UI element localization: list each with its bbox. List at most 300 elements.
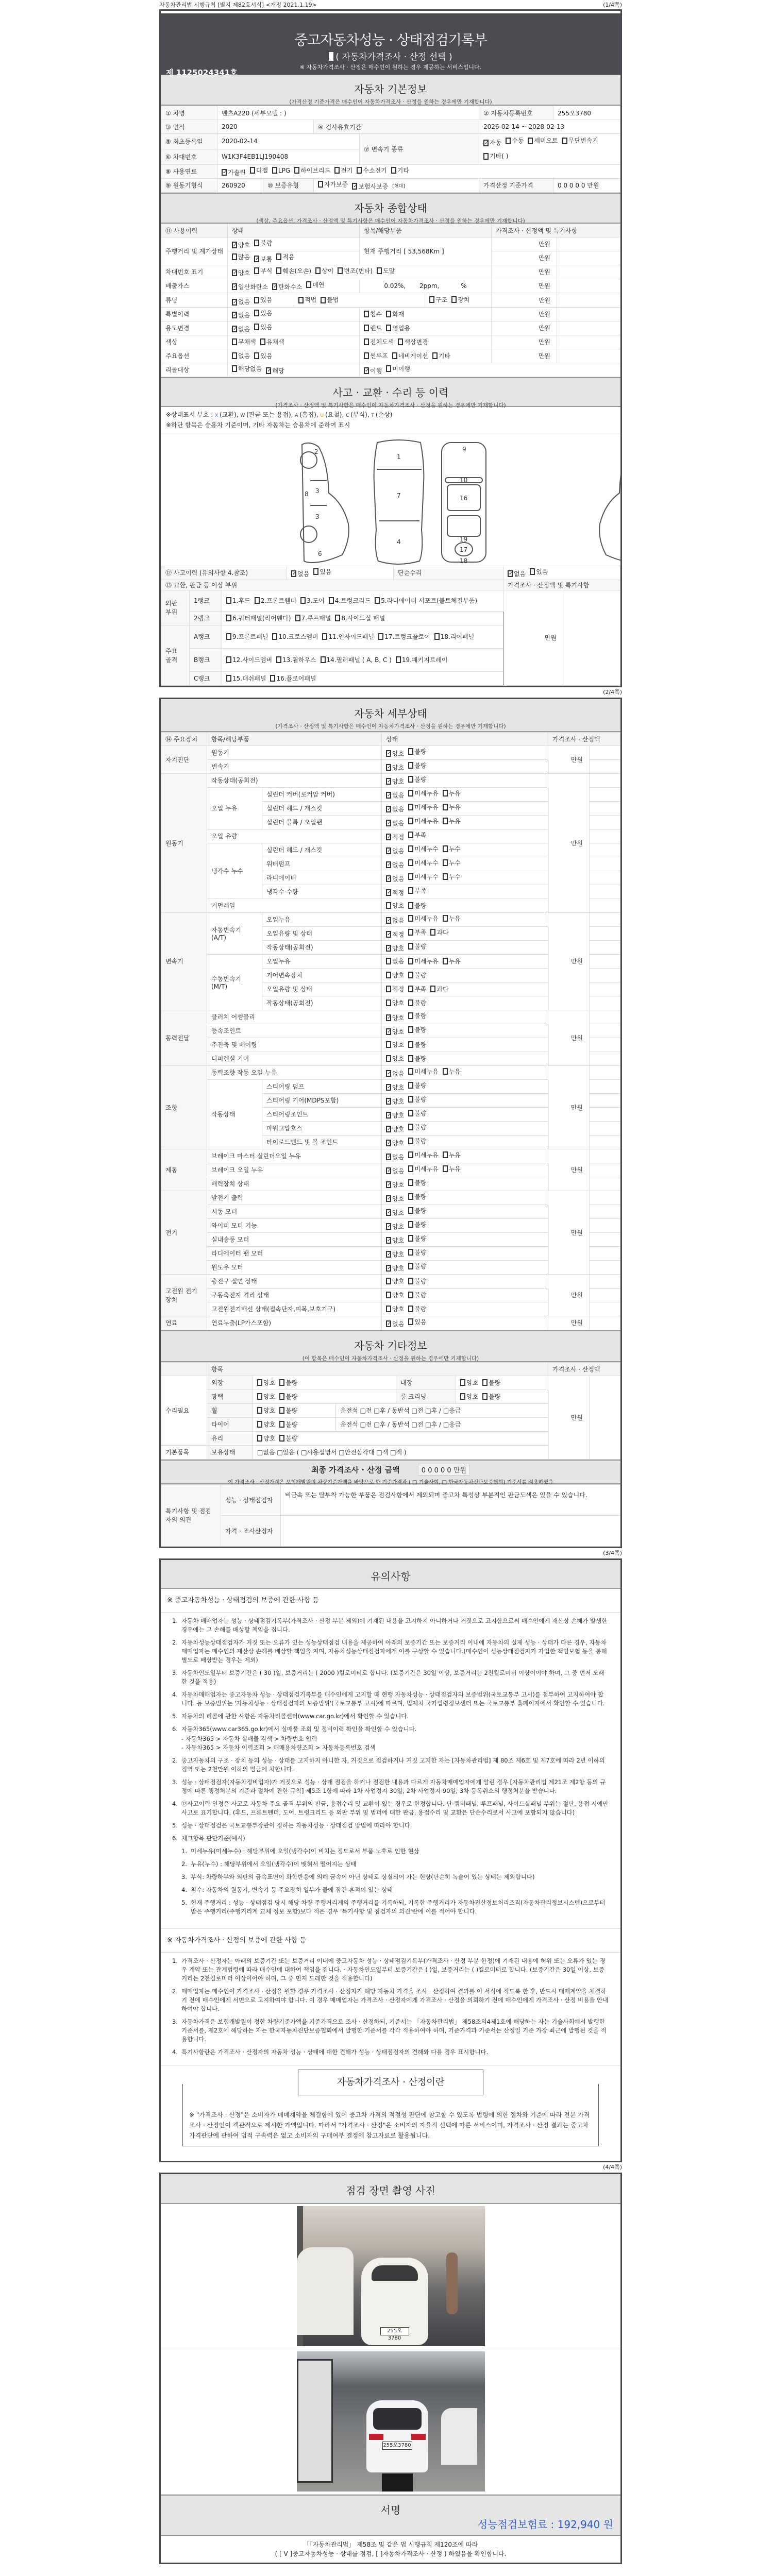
checked-box-icon: ✓ (509, 571, 513, 577)
empty-box-icon (443, 873, 448, 880)
right-side-view (599, 443, 620, 562)
status-checks (382, 885, 548, 899)
checked-box-icon: ✓ (484, 140, 489, 146)
checkbox-option: 미세누수 (408, 872, 438, 881)
possession-checks: □없음 □있음 ( □사용설명서 □안전삼각대 □잭 □잭 ) (253, 1445, 548, 1459)
checked-box-icon: ✓ (387, 834, 392, 840)
list-item: 6. 자동차365(www.car365.go.kr)에서 실매물 조회 및 정비이력 확인을 확인할 수 있습니다. (172, 1725, 417, 1733)
empty-box-icon (408, 1235, 413, 1242)
label: 색상 (161, 335, 228, 349)
checkbox-option: ✓ 양호 (387, 1084, 405, 1091)
checkbox-option: 수소전기 (357, 166, 386, 175)
price-cell (590, 759, 620, 773)
status-checks (382, 1135, 548, 1149)
empty-box-icon (232, 253, 237, 260)
label: 주요옵션 (161, 349, 228, 363)
empty-box-icon (254, 352, 259, 359)
item-label: 오일누유 (262, 954, 382, 968)
empty-box-icon (443, 1068, 448, 1075)
price-cell (590, 996, 620, 1010)
checkbox-option: 17.트렁크플로어 (378, 632, 430, 641)
price-unit: 만원 (548, 912, 590, 1010)
checkbox-option: 미세누유 (408, 817, 438, 825)
empty-box-icon (408, 1096, 413, 1103)
checkbox-option: 미세누유 (408, 789, 438, 798)
item-label: 실린더 커버(로커암 커버) (262, 787, 382, 801)
label: ⑧ 사용연료 (161, 164, 217, 178)
empty-box-icon (386, 958, 391, 964)
first-registration: 2020-02-14 (217, 134, 360, 149)
fuel-checks (217, 164, 620, 178)
empty-box-icon (364, 311, 369, 317)
empty-box-icon (226, 675, 231, 682)
label: 가격 · 조사산정자 (221, 1515, 281, 1546)
checked-box-icon: ✓ (387, 765, 392, 770)
insurance-fee: 성능점검보험료 : 192,940 원 (477, 2518, 613, 2531)
checkbox-option: 불량 (408, 971, 426, 979)
status-checks (382, 745, 548, 759)
checked-box-icon: ✓ (233, 270, 238, 276)
subgroup-label: 냉각수 누수 (207, 843, 262, 899)
special-detail-checks (360, 307, 492, 321)
checked-box-icon: ✓ (387, 876, 392, 882)
checkbox-option: 불량 (408, 1025, 426, 1034)
checkbox-option: ✓ 이행 (365, 367, 382, 375)
rank-items (222, 671, 503, 685)
status-checks (382, 926, 548, 940)
status-checks (382, 1232, 548, 1246)
list-item: 5. 현재 주행거리 : 성능 · 상태점검 당시 해당 차량 주행거리계의 주행거리를 기록하되, 기록한 주행거리가 자동차전산정보처리조직(자동차관리정보시스템)으로부터 받은 주행거리(주행거리계 교체 정보 포함)보다 적은 경우 '특기사항 및 점검자의 의견'란에 이를 적어야 합니다. (181, 1899, 606, 1915)
subgroup-label: 오일 누유 (207, 787, 262, 829)
diagram-label: 17 (460, 546, 468, 553)
label: ② 자동차등록번호 (479, 106, 553, 120)
item-label: 라디에이터 팬 모터 (207, 1246, 382, 1260)
checkbox-option: ✓ 양호 (387, 1251, 405, 1258)
empty-box-icon (375, 597, 380, 604)
checkbox-option: ✓ 양호 (233, 242, 250, 249)
column-header: 항목 (207, 1362, 548, 1376)
price-cell (590, 1260, 620, 1274)
diagram-label: 2 (314, 448, 318, 455)
item-label: 실린더 헤드 / 개스킷 (262, 843, 382, 857)
price-cell (590, 982, 620, 996)
price-cell (590, 1024, 620, 1038)
price-unit: 만원 (492, 349, 557, 363)
price-cell (590, 885, 620, 899)
appraiser-opinion (281, 1515, 620, 1546)
legend-note: ※하단 항목은 승용차 기준이며, 기타 자동차는 승용차에 준하여 표시 (166, 421, 350, 429)
empty-box-icon (408, 999, 413, 1006)
checkbox-option: 미세누유 (408, 914, 438, 923)
empty-box-icon (443, 859, 448, 866)
label: 차대번호 표기 (161, 265, 228, 279)
special-checks (228, 307, 360, 321)
document-title: 중고자동차성능 · 상태점검기록부 (294, 32, 487, 48)
checkbox-option: 불량 (408, 1095, 426, 1104)
warranty-checks (314, 178, 479, 192)
checkbox-option: 많음 (232, 252, 250, 261)
checkbox-option: 기타 (391, 166, 409, 175)
price-cell (590, 968, 620, 982)
price-cell (590, 912, 620, 926)
notes-heading: ※ 자동차가격조사 · 산정의 보증에 관한 사항 등 (161, 1928, 620, 1953)
checkbox-option: 색상변경 (398, 337, 428, 346)
item-label: 오일누유 (262, 912, 382, 926)
checkbox-option: 전기 (334, 166, 352, 175)
car-diagram (161, 433, 620, 566)
price-cell (590, 1232, 620, 1246)
label: ① 차명 (161, 106, 217, 120)
subgroup-label: 자동변속기 (A/T) (207, 912, 262, 954)
recall-checks (228, 363, 360, 377)
empty-box-icon (398, 338, 403, 345)
empty-box-icon (482, 1393, 488, 1400)
item-label: 와이퍼 모터 기능 (207, 1218, 382, 1232)
table-row (161, 1065, 620, 1079)
item-label: 배력장치 상태 (207, 1177, 382, 1191)
page-3 (159, 1558, 622, 2162)
price-unit: 만원 (492, 251, 557, 265)
exterior-checks (253, 1376, 396, 1389)
checked-box-icon: ✓ (233, 326, 238, 332)
empty-box-icon (443, 790, 448, 796)
list-item: 3. 부식: 차량하부와 외판의 금속표면이 화학반응에 의해 금속이 아닌 상태로 상실되어 가는 현상(단순히 녹슬어 있는 상태는 제외합니다) (181, 1873, 535, 1880)
item-label: 동력조향 작동 오일 누유 (207, 1065, 382, 1079)
checkbox-option: 불량 (408, 1040, 426, 1049)
checkbox-option: ✓ 없음 (387, 806, 405, 813)
price-cell (590, 843, 620, 857)
empty-box-icon (408, 1026, 413, 1033)
empty-box-icon (318, 181, 323, 188)
checkbox-option: 18.리어패널 (434, 632, 474, 641)
empty-box-icon (226, 615, 231, 621)
group-label: 자기진단 (161, 745, 207, 773)
column-header: 가격조사 · 산정액 및 특기사항 (503, 580, 620, 590)
checked-box-icon: ✓ (233, 299, 238, 305)
empty-box-icon (408, 1318, 413, 1325)
price-cell (590, 1163, 620, 1177)
checkbox-option: 미세누유 (408, 1150, 438, 1159)
legend-text: (교환), (220, 411, 241, 418)
car-name: 벤츠A220 (세부모델 : ) (217, 106, 479, 120)
checked-box-icon: ✓ (273, 284, 278, 290)
checkbox-option: 미세누수 (408, 858, 438, 867)
empty-box-icon (386, 999, 391, 1006)
label: 배출가스 (161, 279, 228, 293)
list-item: 2. 누유(누수) : 해당부위에서 오일(냉각수)이 맺혀서 떨어지는 상태 (181, 1860, 357, 1868)
car365-steps (172, 1735, 609, 1752)
diagram-label: 16 (460, 494, 468, 502)
interior-checks (456, 1376, 548, 1389)
label: ⑦ 변속기 종류 (360, 134, 479, 165)
column-header: 가격조사 · 산정액 및 특기사항 (492, 224, 620, 237)
empty-box-icon (226, 633, 231, 640)
section-title: 자동차 종합상태 (354, 201, 427, 214)
checkbox-option: 불량 (279, 1434, 297, 1443)
price-cell (590, 1205, 620, 1218)
document-number: 제 1125024341호 (166, 68, 238, 77)
checkbox-option: 양호 (257, 1406, 275, 1415)
photos-page (159, 2173, 622, 2564)
checkbox-option: 누유 (443, 1150, 461, 1159)
item-label: 발전기 출력 (207, 1191, 382, 1205)
price-unit: 만원 (548, 1010, 590, 1065)
item-label: 오일유량 및 상태 (262, 926, 382, 940)
checked-box-icon: ✓ (267, 368, 272, 374)
list-item: 2. 자동차성능상태점검자가 거짓 또는 오류가 있는 성능상태점검 내용을 제공하여 아래의 보증기간 또는 보증거리 이내에 자동차의 실제 성능 · 상태가 다른 경우, 자동차매매업자는 매수인의 재산상 손해를 배상할 책임을 지며, 자동차성능상태점검자에게 이를 구상할 수 있습니다.(매수인이 성능상태점검자가 가입한 책임보험 등을 통해 별도로 배상받는 경우는 제외) (172, 1638, 607, 1664)
status-checks (382, 912, 548, 926)
checkbox-option: 15.대쉬패널 (226, 674, 266, 683)
legend-text: (요철), (325, 411, 346, 418)
empty-box-icon (386, 1306, 391, 1312)
legend-code: X (215, 413, 220, 418)
status-checks (382, 1052, 548, 1065)
table-row (161, 1010, 620, 1024)
list-item: 3. 자동차인도일부터 보증기간은 ( 30 )일, 보증거리는 ( 2000 )킬로미터로 합니다. (보증기간은 30일 이상, 보증거리는 2천킬로미터 이상이어야 하며, 그 중 먼저 도래한 것을 적용) (172, 1669, 604, 1685)
checkbox-option: 불량 (408, 775, 426, 784)
rank-label: C랭크 (190, 671, 222, 685)
checkbox-option: 양호 (386, 901, 404, 910)
empty-box-icon (232, 338, 237, 345)
group-label: 조향 (161, 1065, 207, 1149)
checkbox-option: 불량 (408, 1011, 426, 1020)
checkbox-option: 불량 (408, 1192, 426, 1201)
label: 수리필요 (161, 1376, 207, 1445)
checkbox-option: 영업용 (386, 324, 410, 332)
diagram-label: 3 (315, 487, 320, 495)
item-label: 커먼레일 (207, 899, 382, 912)
checkbox-option: ✓ 양호 (387, 1112, 405, 1119)
empty-box-icon (408, 748, 413, 755)
empty-box-icon (334, 167, 340, 174)
checkbox-option: 미이행 (386, 364, 410, 373)
price-cell (590, 1052, 620, 1065)
empty-box-icon (408, 929, 413, 936)
mileage-level (228, 251, 360, 265)
empty-box-icon (321, 656, 326, 663)
checkbox-option: ✓ 적정 (387, 834, 405, 841)
checkbox-option: ✓ 없음 (233, 298, 250, 306)
checkbox-option: 불량 (408, 1178, 426, 1187)
checkbox-option: ✓ 없음 (387, 792, 405, 799)
price-unit: 만원 (548, 1065, 590, 1149)
status-checks (382, 1288, 548, 1302)
status-checks (382, 843, 548, 857)
checked-box-icon: ✓ (365, 368, 369, 374)
document-subtitle: ( 자동차가격조사 · 산정 선택 ) (161, 49, 620, 62)
list-item: 5. 성능 · 상태점검은 국토교통부장관이 정하는 자동차성능 · 상태점검 방법에 따라야 합니다. (172, 1821, 412, 1829)
legend-text: (손상) (375, 411, 393, 418)
empty-box-icon (391, 167, 396, 174)
empty-box-icon (313, 568, 318, 575)
checkbox-option: 있음 (530, 567, 548, 576)
item-label: 윈도우 모터 (207, 1260, 382, 1274)
empty-box-icon (378, 633, 383, 640)
empty-box-icon (315, 267, 321, 274)
table-row (161, 1274, 620, 1288)
checkbox-option: ✓ 양호 (387, 1126, 405, 1133)
checkbox-option: 양호 (257, 1378, 275, 1387)
checked-box-icon: ✓ (387, 1224, 392, 1229)
column-header: 상태 (382, 732, 548, 745)
emission-values: 0.02%, 2ppm, % (360, 279, 492, 293)
section-basic-info (161, 75, 620, 106)
list-item: 2. 중고자동차의 구조 · 장치 등의 성능 · 상태를 고지하지 아니한 자, 거짓으로 점검하거나 거짓 고지한 자는 [자동차관리법] 제 80조 제6호 및 제7호에 따라 2년 이하의 징역 또는 2천만원 이하의 벌금에 처합니다. (172, 1756, 605, 1773)
group-label: 제동 (161, 1149, 207, 1191)
checkbox-option: 누유 (443, 789, 461, 798)
label: 리콜대상 (161, 363, 228, 377)
checkbox-option: 변조(변타) (338, 266, 373, 275)
price-cell (590, 1093, 620, 1107)
checkbox-option: ✓ 양호 (387, 1140, 405, 1147)
checkbox-option: ✓ 가솔린 (223, 169, 246, 176)
empty-box-icon (257, 1379, 262, 1386)
item-label: 원동기 (207, 745, 382, 759)
checkbox-option: 불량 (279, 1392, 297, 1401)
price-cell (590, 954, 620, 968)
price-unit: 만원 (492, 307, 557, 321)
empty-box-icon (276, 267, 281, 274)
filled-checkbox-icon (329, 52, 333, 61)
price-cell (590, 940, 620, 954)
checkbox-option: ✓ 없음 (387, 1154, 405, 1161)
price-cell (590, 815, 620, 829)
price-unit: 만원 (548, 1149, 590, 1191)
status-checks (382, 1316, 548, 1330)
checkbox-option: 하이브리드 (294, 166, 330, 175)
checked-box-icon: ✓ (353, 183, 358, 189)
item-label: 파워고압호스 (262, 1121, 382, 1135)
inspection-photo-rear (161, 2349, 620, 2495)
checkbox-option: ✓ 없음 (387, 875, 405, 883)
checked-box-icon: ✓ (233, 284, 238, 290)
final-price-note: 이 가격조사 · 산정가격은 보험개발원의 차량기준가액을 바탕으로 한 기준가격과 ( □ 기술사회, □ 한국자동차진단보증협회) 기준서를 적용하였음 (228, 1479, 553, 1485)
checkbox-option: 있음 (254, 309, 272, 317)
empty-box-icon (408, 1292, 413, 1298)
empty-box-icon (506, 138, 511, 144)
price-unit: 만원 (492, 279, 557, 293)
section-subtitle: (가격조사 · 산정액 및 특기사항은 매수인이 자동차가격조사 · 산정을 원하는 경우에만 기재합니다) (275, 402, 506, 409)
label: 룸 크리닝 (396, 1389, 456, 1403)
empty-box-icon (562, 138, 567, 144)
license-plate: 255오3780 (382, 2442, 412, 2450)
rank-label: 1랭크 (190, 590, 222, 611)
status-checks (382, 857, 548, 871)
section-title: 자동차 기본정보 (354, 83, 427, 95)
checkbox-option: 불량 (408, 761, 426, 770)
checkbox-option: ✓ 적정 (387, 889, 405, 896)
label: 튜닝 (161, 293, 228, 307)
item-label: 변속기 (207, 759, 382, 773)
item-label: 브레이크 오일 누유 (207, 1163, 382, 1177)
diagram-label: 3 (315, 513, 320, 520)
checkbox-option: ✓ 없음 (387, 1320, 405, 1328)
checkbox-option: 누유 (443, 957, 461, 965)
item-label: 작동상태(공회전) (262, 996, 382, 1010)
empty-box-icon (408, 762, 413, 769)
checkbox-option: 구조 (429, 295, 447, 304)
status-checks (382, 1260, 548, 1274)
final-price-amount: 0 0 0 0 0 만원 (418, 1464, 470, 1476)
label: 주행거리 및 계기상태 (161, 237, 228, 265)
diagram-label: 4 (397, 538, 401, 546)
checkbox-option: 기타( ) (483, 149, 508, 163)
empty-box-icon (260, 338, 265, 345)
status-checks (382, 1024, 548, 1038)
checkbox-option: 미세누유 (408, 957, 438, 965)
empty-box-icon (364, 325, 369, 331)
checked-box-icon: ✓ (387, 1140, 392, 1146)
price-cell (590, 1246, 620, 1260)
checkbox-option: 불량 (408, 1248, 426, 1257)
checkbox-option: ✓ 양호 (387, 1223, 405, 1230)
status-legend: ※상태표시 부호 : X (교환), W (판금 또는 용접), A (흠집), U (요철), C (부식), T (손상) ※하단 항목은 승용차 기준이며, 기타 자동차는 승용차에 준하여 표시 (161, 407, 620, 433)
checked-box-icon: ✓ (387, 945, 392, 951)
checked-box-icon: ✓ (387, 1196, 392, 1201)
glass-checks (253, 1431, 548, 1445)
checked-box-icon: ✓ (387, 1168, 392, 1174)
price-unit: 만원 (548, 1316, 590, 1330)
checkbox-option: ✓ 보통 (255, 256, 273, 263)
signature-title: 서명 (380, 2503, 401, 2516)
checkbox-option: ✓ 양호 (387, 945, 405, 952)
checkbox-option: ✓ 양호 (387, 778, 405, 785)
inspection-photo-front (161, 2204, 620, 2349)
empty-box-icon (276, 253, 281, 260)
color-checks (228, 335, 360, 349)
checkbox-option: ✓ 양호 (387, 750, 405, 757)
empty-box-icon (306, 281, 311, 288)
status-checks (382, 801, 548, 815)
list-item: 4. 침수: 자동차의 원동기, 변속기 등 주요장치 일부가 물에 잠긴 흔적이 있는 상태 (181, 1886, 393, 1893)
empty-box-icon (443, 804, 448, 810)
price-cell (590, 871, 620, 885)
label: ⑥ 차대번호 (161, 149, 217, 164)
rank-items (222, 590, 503, 611)
legend-code: A (295, 413, 300, 418)
checkbox-option: 미세누유 (408, 803, 438, 811)
empty-box-icon (300, 597, 306, 604)
status-checks (382, 1038, 548, 1052)
empty-box-icon (408, 943, 413, 950)
table-row (161, 773, 620, 787)
price-cell (590, 1065, 620, 1079)
item-label: 기어변속장치 (262, 968, 382, 982)
empty-box-icon (357, 167, 362, 174)
label: 용도변경 (161, 321, 228, 335)
empty-box-icon (408, 790, 413, 796)
form-reference: 자동차관리법 시행규칙 [별지 제82호서식] <개정 2021.1.19> (159, 2, 317, 8)
empty-box-icon (226, 597, 231, 604)
checked-box-icon: ✓ (387, 792, 392, 798)
tire-position: 운전석 □전 □후 / 동반석 □전 □후 / □응급 (336, 1417, 548, 1431)
checkbox-option: ✓ 양호 (387, 1237, 405, 1244)
checkbox-option: ✓ 양호 (387, 764, 405, 771)
group-label: 전기 (161, 1191, 207, 1274)
rank-label: 2랭크 (190, 611, 222, 625)
empty-box-icon (396, 656, 401, 663)
checkbox-option: 세미오토 (528, 134, 558, 147)
checkbox-option: 1.후드 (226, 596, 250, 605)
item-label: 구동축전지 격리 상태 (207, 1288, 382, 1302)
status-checks (382, 1163, 548, 1177)
checkbox-option: 있음 (254, 323, 272, 331)
list-item: 2. 매매업자는 매수인이 가격조사 · 산정을 원할 경우 가격조사 · 산정자가 해당 자동차 가격을 조사 · 산정하여 결과를 이 서식에 적도록 한 후, 반드시 매매계약을 체결하기 전에 매수인에게 서면으로 고지하여야 합니다. 이 경우 매매업자는 가격조사 · 산정자에게 가격조사 · 산정을 의뢰하기 전에 매수인에게 가격조사 · 산정 비용을 안내하여야 합니다. (172, 1987, 609, 2012)
list-item: 6. 체크항목 판단기준(예시) (172, 1834, 245, 1842)
empty-box-icon (386, 902, 391, 909)
legend-text: (흠집), (299, 411, 321, 418)
checkbox-option: 5.라디에이터 서포트(볼트체결부품) (375, 596, 477, 605)
